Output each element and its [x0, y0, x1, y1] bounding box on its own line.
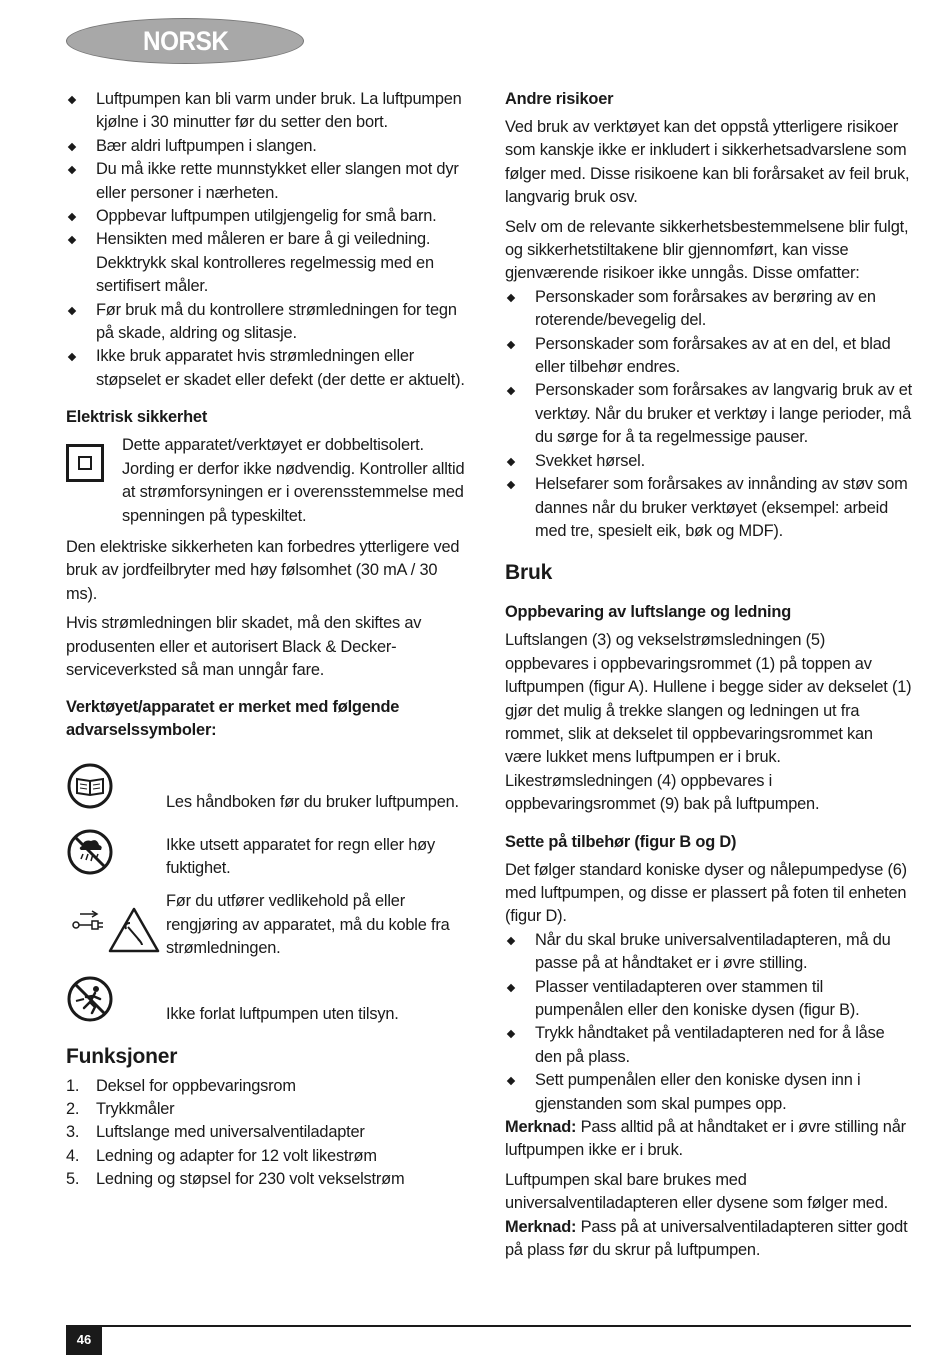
- list-item: Før bruk må du kontrollere strømledningen for tegn på skade, aldring og slitasje.: [66, 299, 472, 346]
- safety-bullet-list: [66, 88, 472, 392]
- usage-paragraph: Luftpumpen skal bare brukes med universalventiladapteren eller dysene som følger med.: [505, 1170, 888, 1213]
- no-rain-icon: [66, 824, 166, 880]
- symbol-text: Ikke utsett apparatet for regn eller høy fuktighet.: [166, 835, 435, 877]
- note-label: Merknad:: [505, 1118, 577, 1137]
- features-list: [66, 1075, 472, 1192]
- list-item: Trykk håndtaket på ventiladapteren ned for å låse den på plass.: [505, 1022, 913, 1069]
- item-text: Ledning og støpsel for 230 volt vekselstrøm: [96, 1170, 405, 1189]
- list-item: Plasser ventiladapteren over stammen til pumpenålen eller den koniske dysen (figur B).: [505, 976, 913, 1023]
- accessory-heading: Sette på tilbehør (figur B og D): [505, 832, 737, 851]
- item-number: 2.: [66, 1099, 80, 1118]
- item-text: Trykkmåler: [96, 1099, 175, 1118]
- list-item: [66, 1075, 472, 1098]
- language-label: NORSK: [143, 26, 229, 56]
- accessory-steps-list: [505, 929, 913, 1116]
- list-item: Oppbevar luftpumpen utilgjengelig for små barn.: [66, 205, 472, 228]
- other-risks-heading: Andre risikoer: [505, 90, 614, 108]
- symbol-row: [66, 890, 472, 960]
- item-number: 5.: [66, 1170, 80, 1189]
- item-number: 3.: [66, 1123, 80, 1142]
- list-item: [66, 1098, 472, 1121]
- note-paragraph: [505, 1216, 913, 1263]
- list-item: Når du skal bruke universalventiladapteren, må du passe på at håndtaket er i øvre stilling.: [505, 929, 913, 976]
- electric-safety-heading: Elektrisk sikkerhet: [66, 408, 208, 427]
- item-number: 1.: [66, 1076, 80, 1095]
- list-item: Ikke bruk apparatet hvis strømledningen eller støpselet er skadet eller defekt (der dette er aktuelt).: [66, 345, 472, 392]
- language-tab: [66, 18, 304, 64]
- footer-rule: [66, 1325, 911, 1327]
- accessory-paragraph: Det følger standard koniske dyser og nålepumpedyse (6) med luftpumpen, og disse er plassert på foten til enheten (figur D).: [505, 860, 907, 926]
- note-text: Pass på at universalventiladapteren sitter godt på plass før du skrur på luftpumpen.: [505, 1217, 908, 1260]
- symbols-heading: Verktøyet/apparatet er merket med følgende advarselssymboler:: [66, 698, 400, 740]
- symbol-row: [66, 824, 472, 880]
- list-item: Du må ikke rette munnstykket eller slangen mot dyr eller personer i nærheten.: [66, 158, 472, 205]
- use-heading: Bruk: [505, 561, 553, 585]
- note-label: Merknad:: [505, 1217, 577, 1236]
- list-item: [66, 1145, 472, 1168]
- item-number: 4.: [66, 1146, 80, 1165]
- list-item: Luftpumpen kan bli varm under bruk. La luftpumpen kjølne i 30 minutter før du setter den bort.: [66, 88, 472, 135]
- page-number: 46: [66, 1325, 102, 1355]
- item-text: Ledning og adapter for 12 volt likestrøm: [96, 1146, 377, 1165]
- manual-book-icon: [66, 758, 166, 814]
- storage-heading: Oppbevaring av luftslange og ledning: [505, 603, 792, 622]
- item-text: Luftslange med universalventiladapter: [96, 1123, 365, 1142]
- storage-paragraph: Luftslangen (3) og vekselstrømsledningen (5) oppbevares i oppbevaringsrommet (1) på toppen av luftpumpen (figur A). Hullene i begge sider av dekselet (1) gjør det mulig å trekke slangen og ledningen ut fra rommet, slik at dekselet til oppbevaringsrommet kan være lukket mens luftpumpen er i bruk. Likestrømsledningen (4) oppbevares i oppbevaringsrommet (9) bak på luftpumpen.: [505, 631, 912, 814]
- no-unattended-icon: [66, 971, 166, 1027]
- list-item: Svekket hørsel.: [505, 450, 913, 473]
- risks-list: [505, 286, 913, 543]
- other-risks-paragraph: Ved bruk av verktøyet kan det oppstå ytterligere risikoer som kanskje ikke er inkludert i sikkerhetsadvarslene som følger med. Disse risikoene kan bli forårsaket av feil bruk, langvarig bruk osv.: [505, 118, 910, 207]
- other-risks-paragraph: Selv om de relevante sikkerhetsbestemmelsene blir fulgt, og sikkerhetstiltakene blir gjennomført, kan visse gjenværende risikoer ikke unngås. Disse omfatter:: [505, 217, 909, 283]
- note-text: Pass alltid på at håndtaket er i øvre stilling når luftpumpen ikke er i bruk.: [505, 1118, 906, 1160]
- double-insulation-text: Dette apparatet/verktøyet er dobbeltisolert. Jording er derfor ikke nødvendig. Kontroller alltid at strømforsyningen er i overensstemmelse med spenningen på typeskiltet.: [122, 436, 465, 525]
- symbol-text: Før du utfører vedlikehold på eller rengjøring av apparatet, må du koble fra strømledningen.: [166, 892, 450, 958]
- list-item: Helsefarer som forårsakes av innånding av støv som dannes når du bruker verktøyet (eksempel: arbeid med tre, spesielt eik, bøk og MDF).: [505, 473, 913, 543]
- list-item: Bær aldri luftpumpen i slangen.: [66, 135, 472, 158]
- list-item: [66, 1168, 472, 1191]
- note-paragraph: [505, 1116, 913, 1163]
- electric-paragraph: Den elektriske sikkerheten kan forbedres ytterligere ved bruk av jordfeilbryter med høy følsomhet (30 mA / 30 ms).: [66, 537, 460, 603]
- symbol-text: Ikke forlat luftpumpen uten tilsyn.: [166, 1005, 399, 1024]
- right-column: [505, 88, 913, 1268]
- double-insulation-block: [66, 434, 472, 528]
- list-item: Hensikten med måleren er bare å gi veiledning. Dekktrykk skal kontrolleres regelmessig med en sertifisert måler.: [66, 228, 472, 298]
- list-item: Personskader som forårsakes av berøring av en roterende/bevegelig del.: [505, 286, 913, 333]
- list-item: Personskader som forårsakes av langvarig bruk av et verktøy. Når du bruker et verktøy i lange perioder, må du sørge for å ta regelmessige pauser.: [505, 379, 913, 449]
- list-item: Sett pumpenålen eller den koniske dysen inn i gjenstanden som skal pumpes opp.: [505, 1069, 913, 1116]
- list-item: Personskader som forårsakes av at en del, et blad eller tilbehør endres.: [505, 333, 913, 380]
- symbols-list: [66, 758, 472, 1026]
- list-item: [66, 1121, 472, 1144]
- symbol-row: [66, 758, 472, 814]
- double-insulation-icon: [66, 444, 104, 482]
- item-text: Deksel for oppbevaringsrom: [96, 1076, 296, 1095]
- symbol-row: [66, 971, 472, 1027]
- symbol-text: Les håndboken før du bruker luftpumpen.: [166, 792, 459, 811]
- features-heading: Funksjoner: [66, 1044, 178, 1068]
- unplug-warning-icon: [66, 905, 166, 961]
- left-column: [66, 88, 472, 1192]
- electric-paragraph: Hvis strømledningen blir skadet, må den skiftes av produsenten eller et autorisert Black & Decker-serviceverksted så man unngår fare.: [66, 614, 422, 679]
